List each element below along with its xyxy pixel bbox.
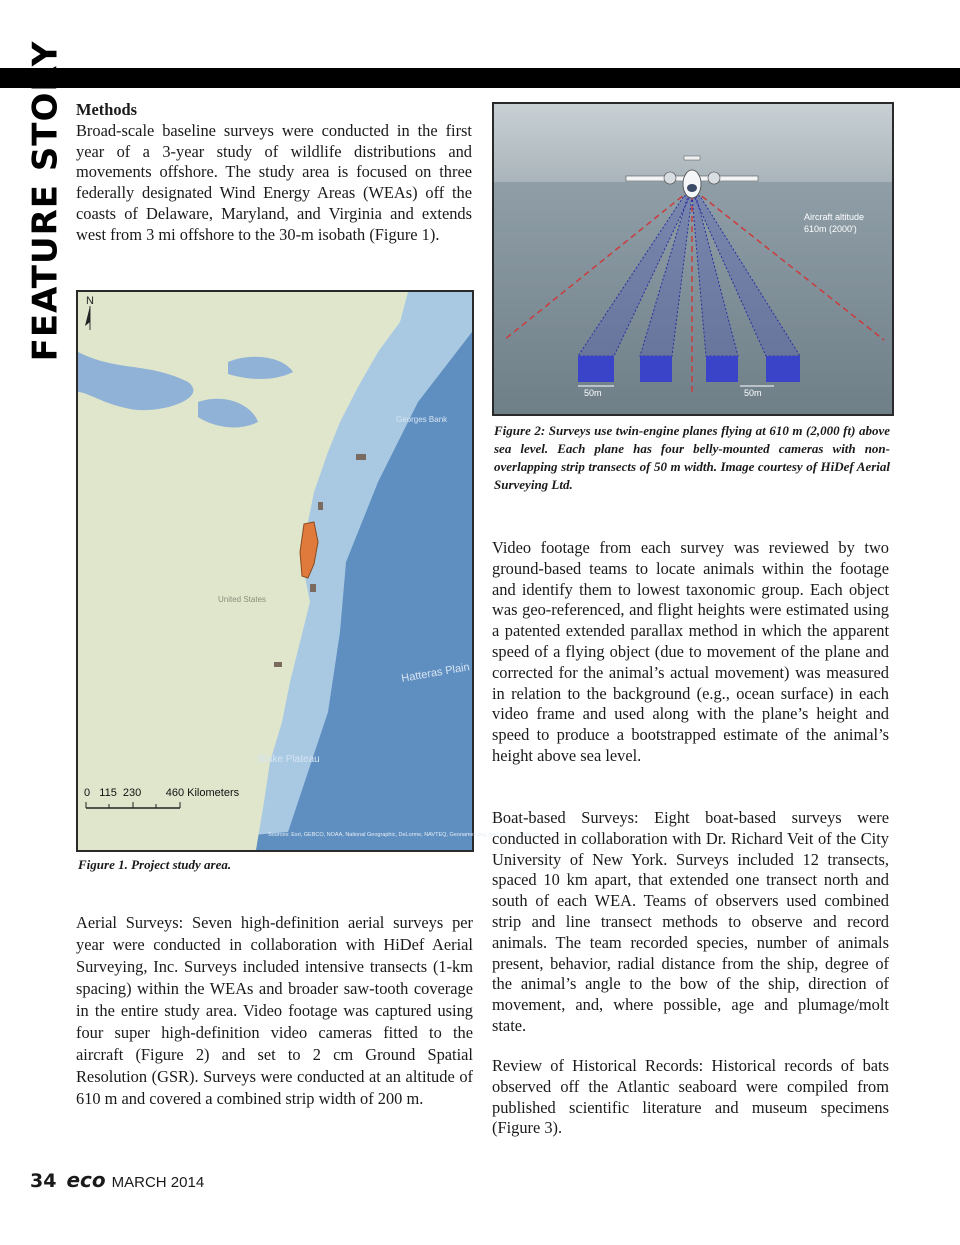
strip-label-left: 50m — [584, 388, 602, 398]
figure1-caption: Figure 1. Project study area. — [78, 857, 232, 872]
map-wea-nc — [274, 662, 282, 667]
map-label-hatteras: Hatteras Plain — [400, 661, 471, 685]
strip-footprint-1 — [578, 356, 614, 382]
figure1-map — [76, 290, 543, 852]
scale-label: 0 115 230 460 Kilometers — [84, 787, 240, 799]
figure2-image — [492, 102, 894, 416]
video-section — [492, 538, 889, 767]
aerial-section — [76, 912, 473, 1110]
methods-section — [76, 100, 472, 246]
header-rule — [0, 68, 960, 88]
boat-body: Boat-based Surveys: Eight boat-based surveys were conducted in collaboration with Dr. Richard Veit of the City University of New York. Surveys included 12 transects, spaced 10 km apart, that extended one transect north and south of each WEA. Teams of observers used combined strip and line transect methods to observe and record animals. The team recorded species, number of animals present, behavior, radial distance from the ship, degree of the animal’s angle to the bow of the ship, direction of movement, and, where possible, age and plumage/molt state. — [492, 808, 889, 1035]
altitude-label-2: 610m (2000') — [804, 224, 857, 234]
page-number: 34 — [30, 1170, 57, 1192]
strip-label-right: 50m — [744, 388, 762, 398]
strip-footprint-3 — [706, 356, 738, 382]
magazine-name: eco — [66, 1168, 106, 1192]
issue-date: MARCH 2014 — [111, 1174, 205, 1191]
section-label — [14, 36, 76, 366]
section-label-text: FEATURE STORY — [25, 40, 66, 362]
map-wea-ny — [356, 454, 366, 460]
methods-body: Broad-scale baseline surveys were conducted in the first year of a 3-year study of wildlife distributions and movements offshore. The study area is focused on three federally designated Wind Energy Areas (WEAs) off the coasts of Delaware, Maryland, and Virginia and extends west from 3 mi offshore to the 30-m isobath (Figure 1). — [76, 120, 472, 244]
map-label-us: United States — [218, 595, 267, 604]
page-footer — [30, 1168, 204, 1198]
review-section — [492, 1056, 889, 1139]
north-label: N — [86, 295, 94, 307]
methods-heading: Methods — [76, 100, 138, 119]
map-label-georges: Georges Bank — [396, 415, 448, 424]
aerial-body: Aerial Surveys: Seven high-definition aerial surveys per year were conducted in collaboration with HiDef Aerial Surveying, Inc. Surveys included intensive transects (1-km spacing) within the WEAs and broader saw-tooth coverage in the entire study area. Video footage was captured using four super high-definition video cameras fitted to the aircraft (Figure 2) and set to 2 cm Ground Spatial Resolution (GSR). Surveys were conducted at an altitude of 610 m and covered a combined strip width of 200 m. — [76, 913, 473, 1108]
map-wea-va — [310, 584, 316, 592]
video-body: Video footage from each survey was reviewed by two ground-based teams to locate animals within the footage and identify them to lowest taxonomic group. Each object was geo-referenced, and flight heights were estimated using a patented extended parallax method in which the apparent speed of a flying object (due to movement of the plane and corrected for the animal’s actual movement) was measured in relation to the background (e.g., ocean surface) in each video frame and used along with the plane’s height and speed to produce a bootstrapped estimate of the animal’s height above sea level. — [492, 538, 889, 765]
review-body: Review of Historical Records: Historical records of bats observed off the Atlantic seaboard were compiled from published scientific literature and museum specimens (Figure 3). — [492, 1056, 889, 1138]
strip-footprint-2 — [640, 356, 672, 382]
altitude-label-1: Aircraft altitude — [804, 212, 865, 222]
map-wea-nj — [318, 502, 323, 510]
figure2-caption: Figure 2: Surveys use twin-engine planes flying at 610 m (2,000 ft) above sea level. Each plane has four belly-mounted cameras with non-overlapping strip transects of 50 m width. Image courtesy of HiDef Aerial Surveying Ltd. — [494, 423, 890, 492]
map-credit: Sources: Esri, GEBCO, NOAA, National Geographic, DeLorme, NAVTEQ, Geonames.org, and other contributors — [268, 832, 543, 838]
map-label-blake: Blake Plateau — [258, 754, 320, 765]
strip-footprint-4 — [766, 356, 800, 382]
boat-section — [492, 808, 889, 1037]
